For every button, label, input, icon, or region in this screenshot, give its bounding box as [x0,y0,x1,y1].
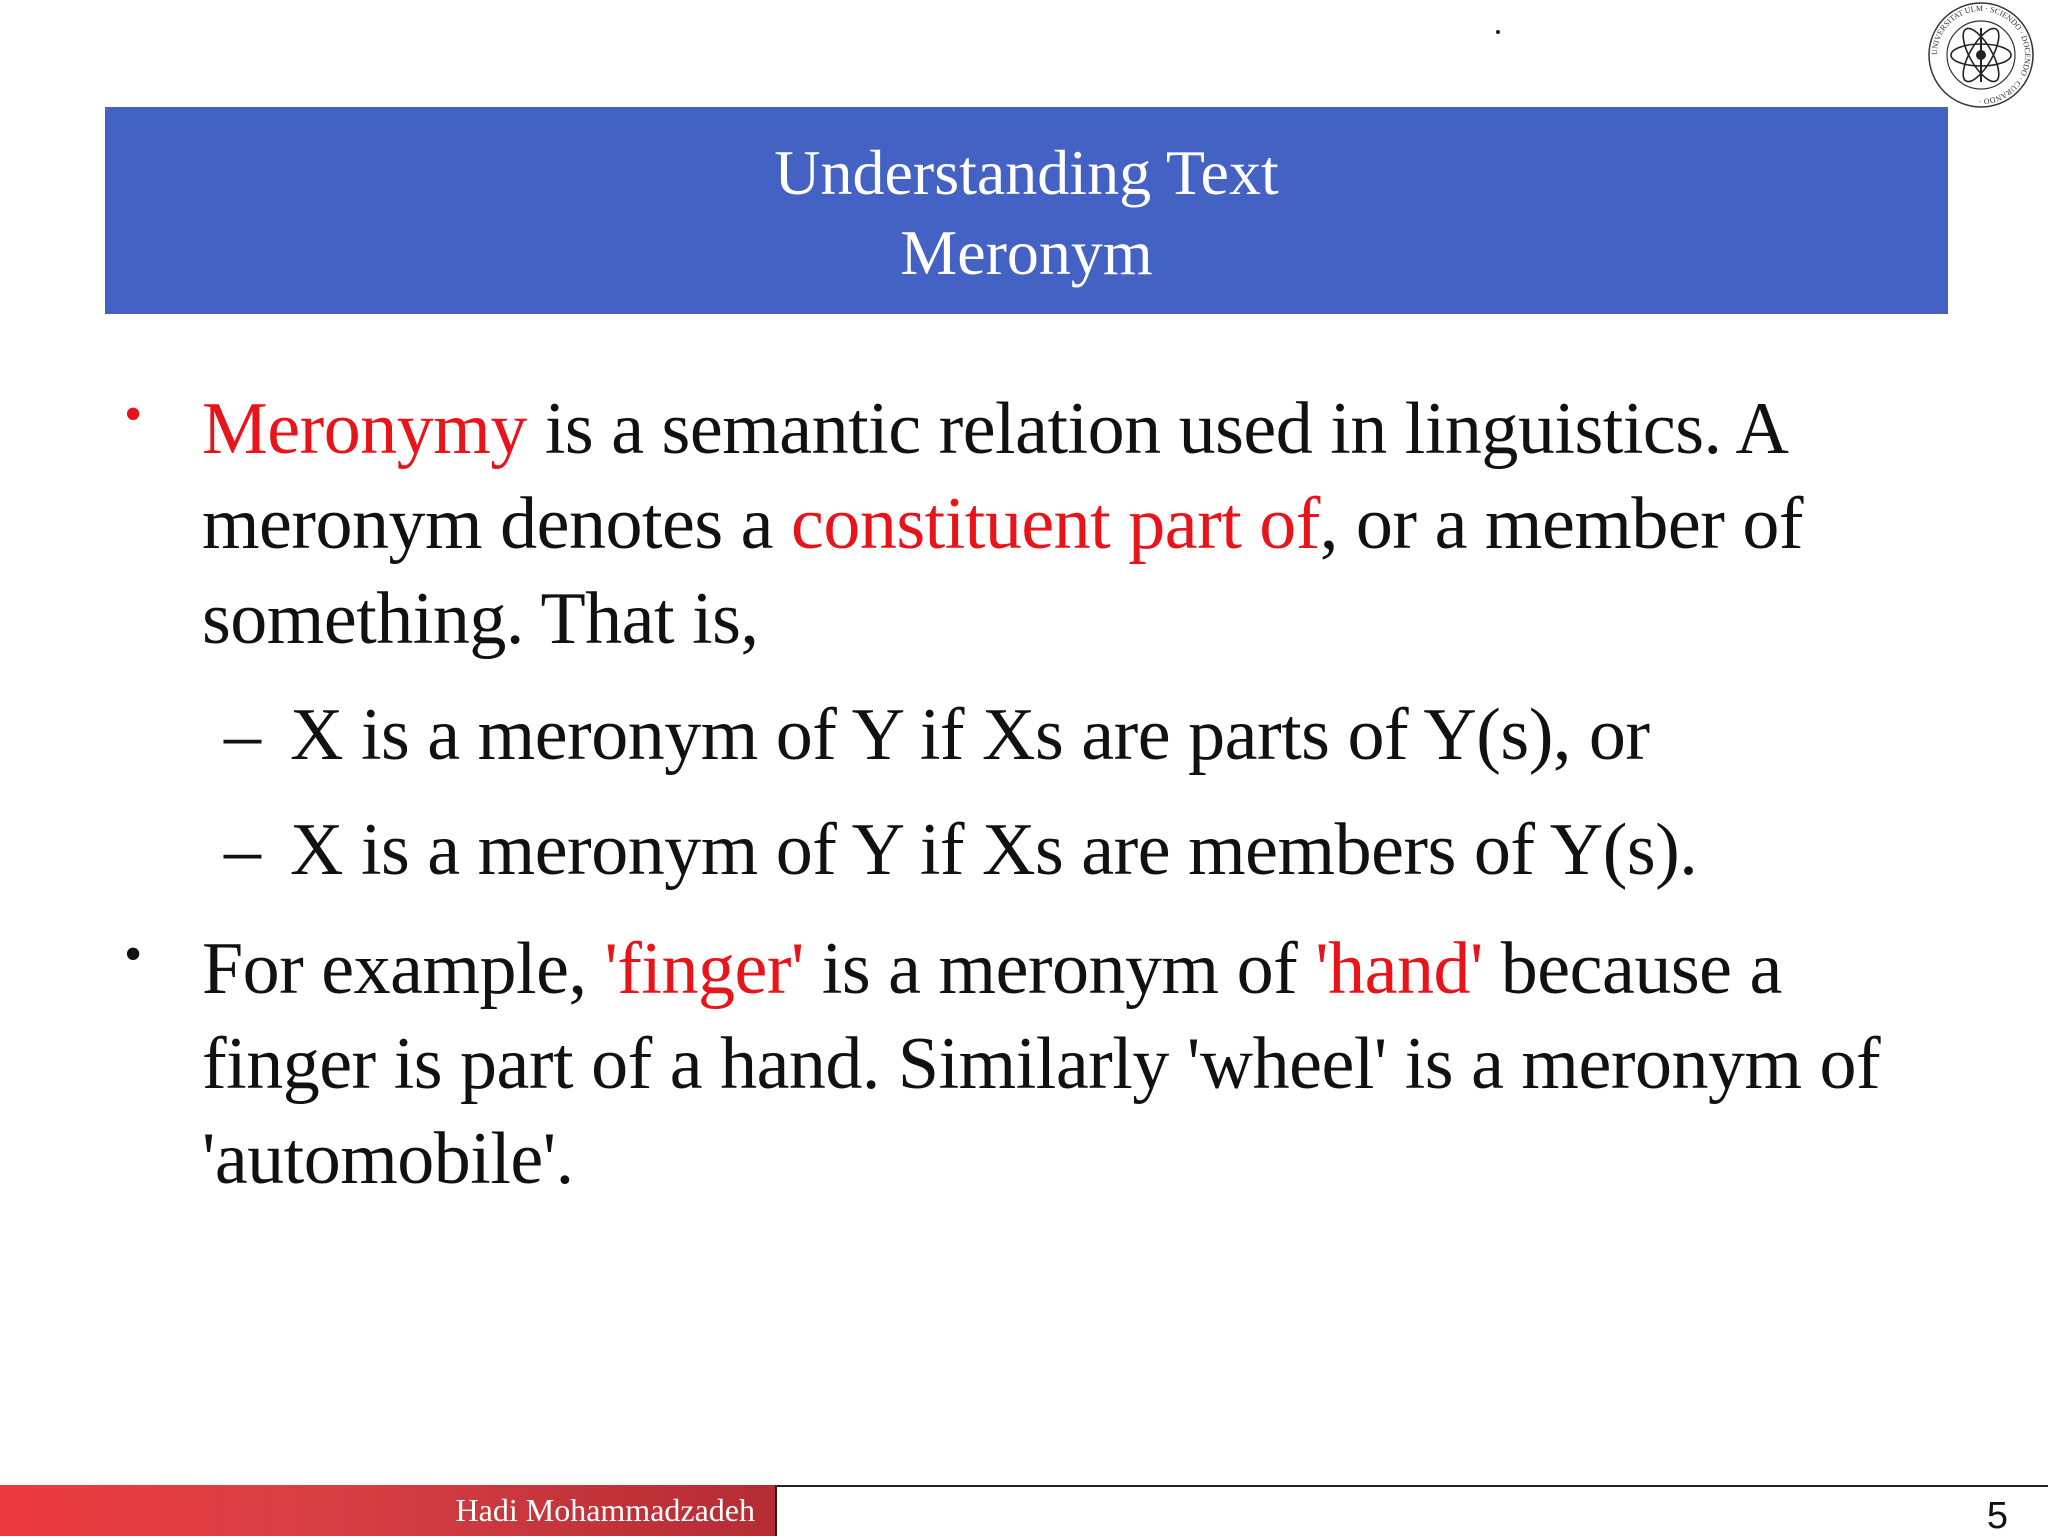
slide-subtitle: Meronym [900,217,1153,288]
term-meronymy: Meronymy [202,388,527,470]
dash-marker: – [224,809,261,891]
dash-marker: – [224,694,261,776]
bullet-paragraph-2 [202,922,1962,1207]
svg-text:UNIVERSITAT ULM · SCIENDO · DO: UNIVERSITAT ULM · SCIENDO · DOCENDO · CURANDO · [1929,3,2033,107]
sub-item-1 [224,688,1650,783]
text-segment: because a finger is part of a hand. Similarly 'wheel' is a meronym of 'automobile'. [202,928,1881,1200]
footer-author: Hadi Mohammadzadeh [455,1492,755,1528]
bullet-paragraph-1 [202,382,1962,667]
sub-item-2 [224,803,1697,898]
term-constituent-part: constituent part of [791,483,1320,565]
sub-item-text: X is a meronym of Y if Xs are parts of Y(s), or [290,694,1650,776]
text-segment: For example, [202,928,605,1010]
bullet-marker: • [124,386,143,443]
page-number: 5 [1986,1495,2008,1537]
footer-author-bar [0,1485,775,1536]
text-segment: is a meronym of [803,928,1316,1010]
term-hand: 'hand' [1315,928,1483,1010]
footer-page-bar [775,1485,2048,1536]
slide-title: Understanding Text [774,137,1279,208]
text-segment: is a semantic relation used in linguistics. A meronym denotes a [202,388,1785,565]
term-finger: 'finger' [604,928,804,1010]
text-segment: , or a member of something. That is, [202,483,1804,660]
bullet-marker: • [124,926,143,983]
sub-item-text: X is a meronym of Y if Xs are members of Y(s). [290,809,1698,891]
